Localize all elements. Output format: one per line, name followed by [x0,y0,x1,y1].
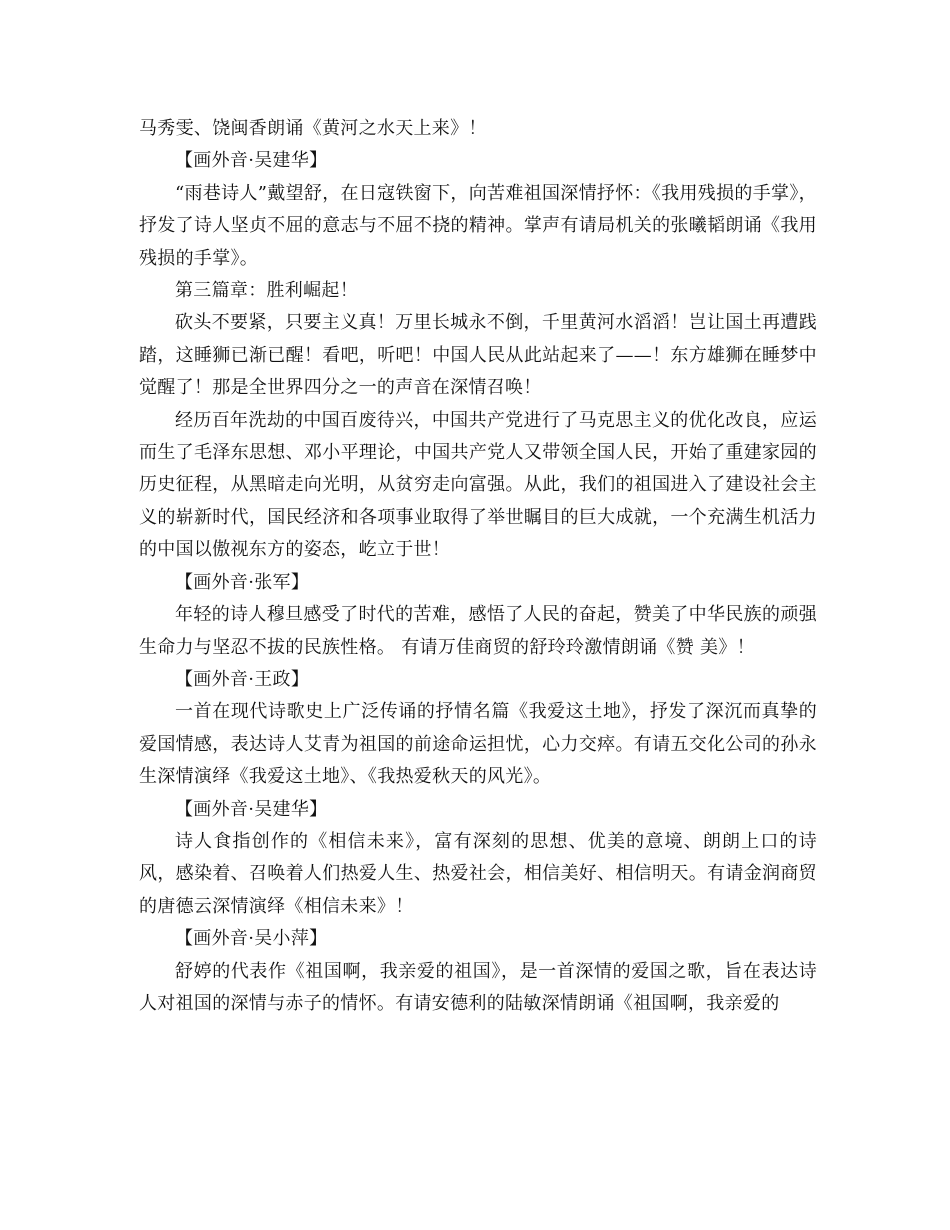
paragraph: “雨巷诗人”戴望舒，在日寇铁窗下，向苦难祖国深情抒怀：《我用残损的手掌》，抒发了诗人坚贞不屈的意志与不屈不挠的精神。掌声有请局机关的张曦韬朗诵《我用残损的手掌》。 [139,182,817,269]
speaker-heading: 【画外音·吴建华】 [175,798,328,820]
speaker-heading: 【画外音·吴小萍】 [175,928,328,950]
paragraph: 诗人食指创作的《相信未来》，富有深刻的思想、优美的意境、朗朗上口的诗风，感染着、召唤着人们热爱人生、热爱社会，相信美好、相信明天。有请金润商贸的唐德云深情演绎《相信未来》！ [139,830,817,917]
paragraph: 一首在现代诗歌史上广泛传诵的抒情名篇《我爱这土地》，抒发了深沉而真挚的爱国情感，表达诗人艾青为祖国的前途命运担忧，心力交瘁。有请五交化公司的孙永生深情演绎《我爱这土地》、《我热爱秋天的风光》。 [139,701,817,788]
paragraph: 经历百年洗劫的中国百废待兴，中国共产党进行了马克思主义的优化改良，应运而生了毛泽东思想、邓小平理论，中国共产党人又带领全国人民，开始了重建家园的历史征程，从黑暗走向光明，从贫穷走向富强。从此，我们的祖国进入了建设社会主义的崭新时代，国民经济和各项事业取得了举世瞩目的巨大成就，一个充满生机活力的中国以傲视东方的姿态，屹立于世！ [139,409,817,561]
paragraph-continuation: 马秀雯、饶闽香朗诵《黄河之水天上来》！ [139,118,487,139]
speaker-heading: 【画外音·张军】 [175,571,310,593]
chapter-heading: 第三篇章：胜利崛起！ [175,280,358,302]
paragraph: 舒婷的代表作《祖国啊，我亲爱的祖国》，是一首深情的爱国之歌，旨在表达诗人对祖国的深情与赤子的情怀。有请安德利的陆敏深情朗诵《祖国啊，我亲爱的 [139,960,817,1014]
document-body [139,113,817,1020]
paragraph: 年轻的诗人穆旦感受了时代的苦难，感悟了人民的奋起，赞美了中华民族的顽强生命力与坚忍不拔的民族性格。 有请万佳商贸的舒玲玲激情朗诵《赞 美》！ [139,604,817,658]
speaker-heading: 【画外音·吴建华】 [175,150,328,172]
speaker-heading: 【画外音·王政】 [175,668,310,690]
paragraph: 砍头不要紧，只要主义真！万里长城永不倒，千里黄河水滔滔！岂让国土再遭践踏，这睡狮已渐已醒！看吧，听吧！中国人民从此站起来了——！东方雄狮在睡梦中觉醒了！那是全世界四分之一的声音在深情召唤！ [139,312,817,399]
